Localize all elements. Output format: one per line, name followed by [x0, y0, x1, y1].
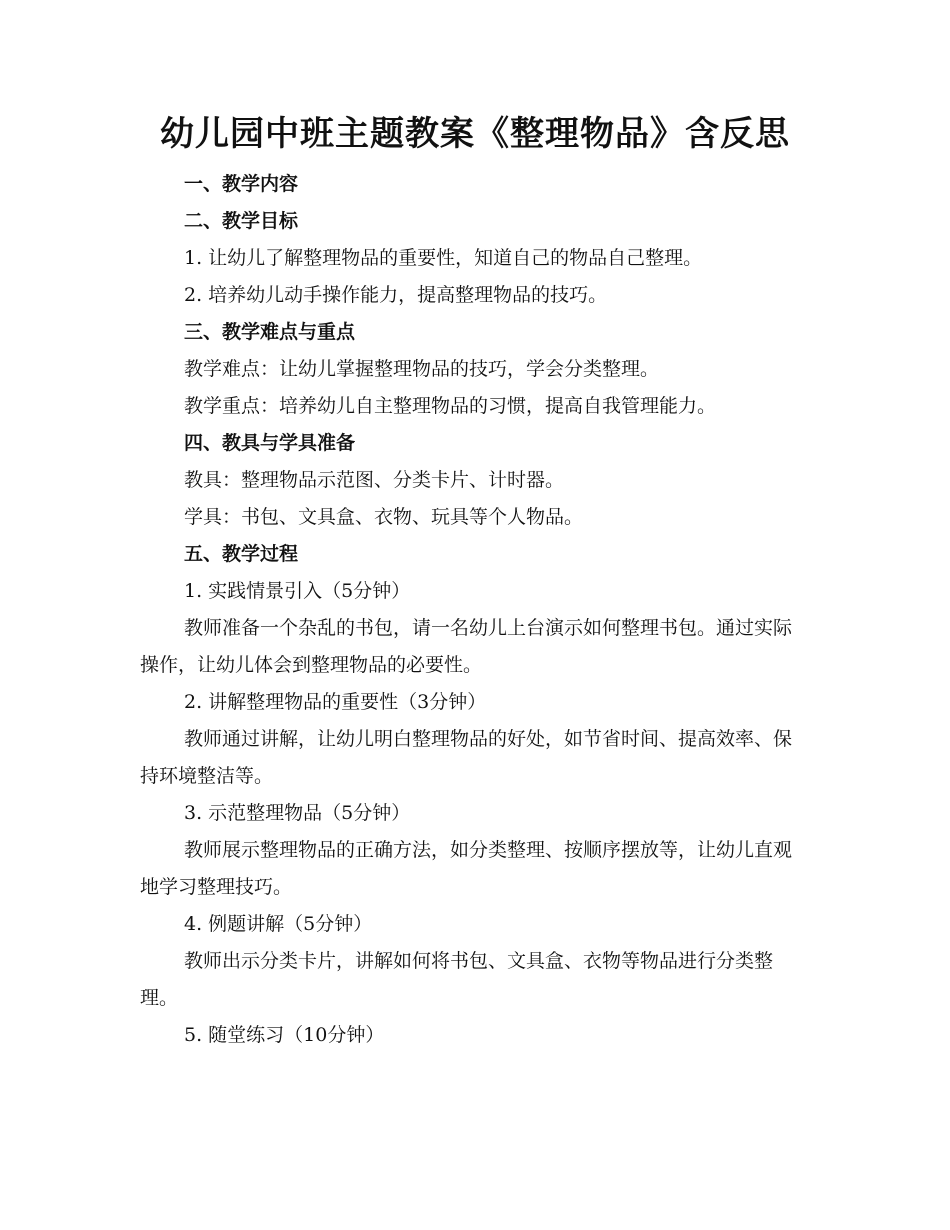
- process-step-4-text: 教师出示分类卡片，讲解如何将书包、文具盒、衣物等物品进行分类整理。: [140, 950, 774, 1009]
- process-step-3-text: 教师展示整理物品的正确方法，如分类整理、按顺序摆放等，让幼儿直观地学习整理技巧。: [140, 839, 793, 898]
- section-heading-difficulties: 三、教学难点与重点: [184, 321, 356, 343]
- process-step-3-title: 3. 示范整理物品（5分钟）: [184, 802, 411, 824]
- process-step-5-title: 5. 随堂练习（10分钟）: [184, 1024, 385, 1046]
- process-step-1-title: 1. 实践情景引入（5分钟）: [184, 580, 411, 602]
- teaching-key-point: 教学重点：培养幼儿自主整理物品的习惯，提高自我管理能力。: [184, 395, 717, 417]
- document-body: [140, 166, 796, 1054]
- section-heading-objectives: 二、教学目标: [184, 210, 299, 232]
- teacher-materials: 教具：整理物品示范图、分类卡片、计时器。: [184, 469, 565, 491]
- process-step-1-text: 教师准备一个杂乱的书包，请一名幼儿上台演示如何整理书包。通过实际操作，让幼儿体会到整理物品的必要性。: [140, 617, 793, 676]
- section-heading-process: 五、教学过程: [184, 543, 299, 565]
- section-heading-materials: 四、教具与学具准备: [184, 432, 356, 454]
- document-title: 幼儿园中班主题教案《整理物品》含反思: [160, 114, 790, 154]
- section-heading-content: 一、教学内容: [184, 173, 299, 195]
- objective-item-1: 1. 让幼儿了解整理物品的重要性，知道自己的物品自己整理。: [184, 247, 703, 269]
- process-step-2-text: 教师通过讲解，让幼儿明白整理物品的好处，如节省时间、提高效率、保持环境整洁等。: [140, 728, 793, 787]
- student-materials: 学具：书包、文具盒、衣物、玩具等个人物品。: [184, 506, 584, 528]
- teaching-difficulty: 教学难点：让幼儿掌握整理物品的技巧，学会分类整理。: [184, 358, 660, 380]
- process-step-2-title: 2. 讲解整理物品的重要性（3分钟）: [184, 691, 487, 713]
- objective-item-2: 2. 培养幼儿动手操作能力，提高整理物品的技巧。: [184, 284, 608, 306]
- process-step-4-title: 4. 例题讲解（5分钟）: [184, 913, 373, 935]
